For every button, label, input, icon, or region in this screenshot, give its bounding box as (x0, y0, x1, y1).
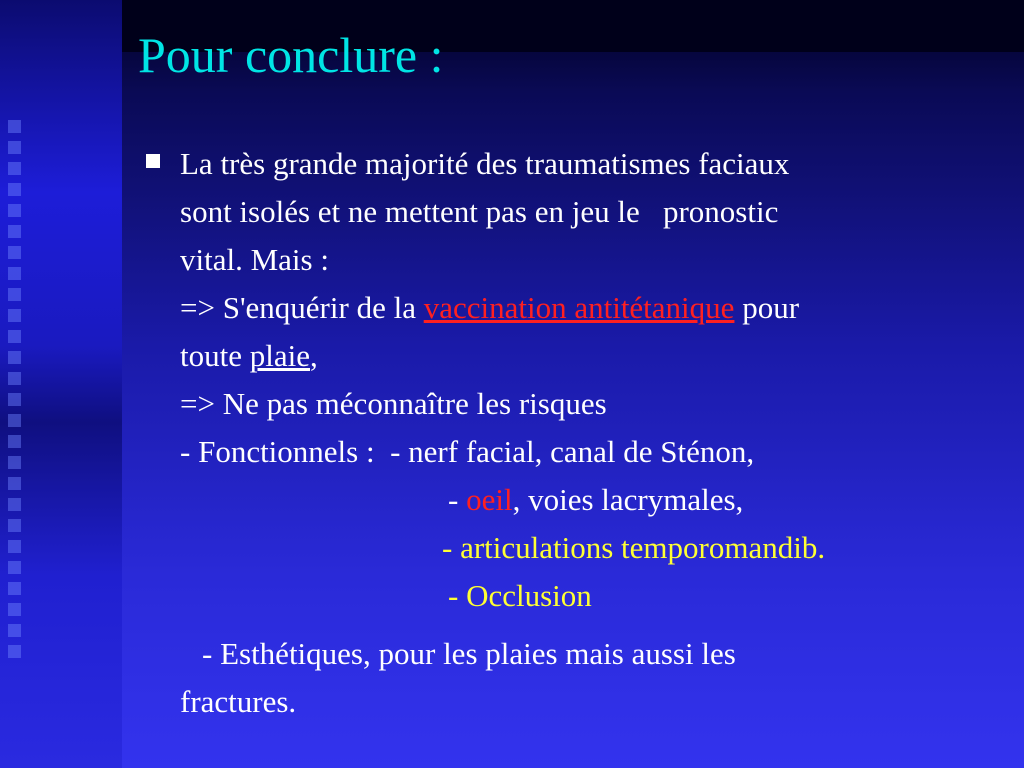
slide-body (180, 140, 1000, 726)
decorative-squares (8, 120, 28, 666)
slide-title: Pour conclure : (138, 27, 444, 83)
plaie-suffix: , (310, 338, 318, 373)
body-line-occlusion: - Occlusion (448, 578, 592, 613)
body-line-fonctionnels: - Fonctionnels : - nerf facial, canal de Sténon, (180, 434, 755, 469)
body-line-articulations (180, 524, 1000, 572)
vaccination-link[interactable]: vaccination antitétanique (423, 290, 735, 325)
vaccination-prefix: => S'enquérir de la (180, 290, 424, 325)
plaie-link[interactable]: plaie (249, 338, 310, 373)
oeil-suffix: , voies lacrymales, (512, 482, 744, 517)
body-line-esthetiques: - Esthétiques, pour les plaies mais aussi les (202, 636, 736, 671)
body-line-risques: => Ne pas méconnaître les risques (180, 386, 607, 421)
body-line-1: La très grande majorité des traumatismes faciaux (180, 146, 790, 181)
body-line-3: vital. Mais : (180, 242, 329, 277)
body-line-fractures: fractures. (180, 684, 297, 719)
body-line-vaccination (180, 284, 1000, 332)
bullet-square-icon (146, 154, 160, 168)
vaccination-suffix: pour (734, 290, 800, 325)
body-line-2: sont isolés et ne mettent pas en jeu le pronostic (180, 194, 779, 229)
plaie-prefix: toute (180, 338, 250, 373)
articulations-prefix: - (442, 530, 461, 565)
oeil-word: oeil (466, 482, 513, 517)
left-decorative-strip (0, 0, 122, 768)
body-line-oeil (180, 476, 1000, 524)
articulations-text: articulations temporomandib. (460, 530, 826, 565)
body-line-plaie (180, 332, 1000, 380)
oeil-prefix: - (448, 482, 467, 517)
